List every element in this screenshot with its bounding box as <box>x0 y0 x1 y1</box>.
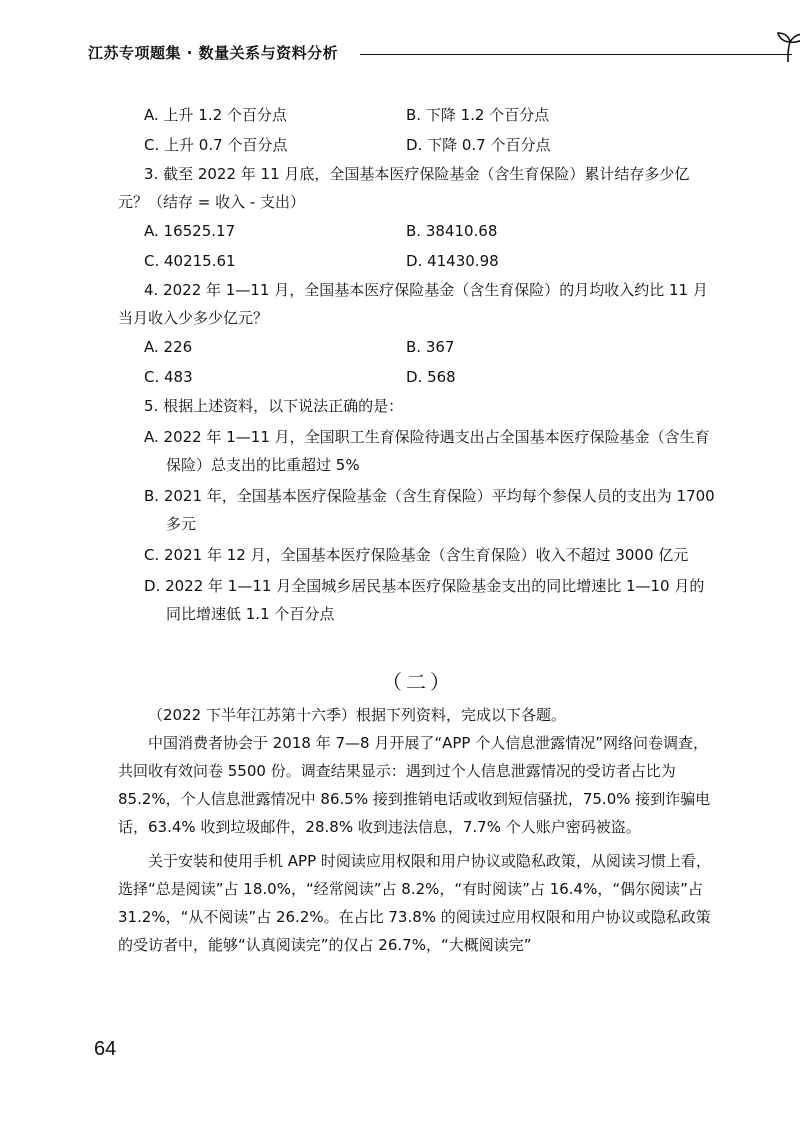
sprout-icon <box>774 30 800 64</box>
question-3: 3. 截至 2022 年 11 月底，全国基本医疗保险基金（含生育保险）累计结存多少亿元？（结存 = 收入 - 支出） <box>118 165 690 211</box>
q4-option-c: C. 483 <box>144 368 193 386</box>
q5-option-a: A. 2022 年 1—11 月，全国职工生育保险待遇支出占全国基本医疗保险基金（含生育保险）总支出的比重超过 5% <box>144 428 710 474</box>
q3-option-d: D. 41430.98 <box>406 252 499 270</box>
question-5: 5. 根据上述资料，以下说法正确的是： <box>144 397 404 415</box>
q2-option-a: A. 上升 1.2 个百分点 <box>144 106 287 124</box>
q5-option-c: C. 2021 年 12 月，全国基本医疗保险基金（含生育保险）收入不超过 3000 亿元 <box>144 546 689 564</box>
section-intro: （2022 下半年江苏第十六季）根据下列资料，完成以下各题。 <box>148 706 566 724</box>
page-number: 64 <box>94 1038 117 1060</box>
header-title: 江苏专项题集 · 数量关系与资料分析 <box>88 44 339 62</box>
q5-option-d: D. 2022 年 1—11 月全国城乡居民基本医疗保险基金支出的同比增速比 1—10 月的同比增速低 1.1 个百分点 <box>144 577 705 623</box>
section-title: （二） <box>382 670 454 694</box>
q3-option-b: B. 38410.68 <box>406 222 498 240</box>
page-header <box>88 30 728 66</box>
header-rule <box>360 54 792 55</box>
q3-option-a: A. 16525.17 <box>144 222 236 240</box>
q2-options-row-2 <box>118 130 718 160</box>
material-paragraph-1: 中国消费者协会于 2018 年 7—8 月开展了“APP 个人信息泄露情况”网络问卷调查，共回收有效问卷 5500 份。调查结果显示：遇到过个人信息泄露情况的受访者占比为 85.2%，个人信息泄露情况中 86.5% 接到推销电话或收到短信骚扰，75.0% 接到诈骗电话，63.4% 收到垃圾邮件，28.8% 收到违法信息，7.7% 个人账户密码被盗。 <box>118 734 711 836</box>
q4-options-row-1 <box>118 332 718 362</box>
question-4: 4. 2022 年 1—11 月，全国基本医疗保险基金（含生育保险）的月均收入约比 11 月当月收入少多少亿元？ <box>118 281 708 327</box>
q4-option-b: B. 367 <box>406 338 455 356</box>
q2-option-d: D. 下降 0.7 个百分点 <box>406 136 551 154</box>
page-body <box>118 100 718 959</box>
q4-option-d: D. 568 <box>406 368 456 386</box>
q2-option-b: B. 下降 1.2 个百分点 <box>406 106 550 124</box>
material-paragraph-2: 关于安装和使用手机 APP 时阅读应用权限和用户协议或隐私政策，从阅读习惯上看，选择“总是阅读”占 18.0%，“经常阅读”占 8.2%，“有时阅读”占 16.4%，“偶尔阅读”占 31.2%，“从不阅读”占 26.2%。在占比 73.8% 的阅读过应用权限和用户协议或隐私政策的受访者中，能够“认真阅读完”的仅占 26.7%，“大概阅读完” <box>118 852 711 954</box>
q3-options-row-2 <box>118 246 718 276</box>
q5-option-b: B. 2021 年，全国基本医疗保险基金（含生育保险）平均每个参保人员的支出为 1700 多元 <box>144 487 715 533</box>
q2-option-c: C. 上升 0.7 个百分点 <box>144 136 288 154</box>
q2-options-row-1 <box>118 100 718 130</box>
q4-options-row-2 <box>118 362 718 392</box>
q3-options-row-1 <box>118 216 718 246</box>
q4-option-a: A. 226 <box>144 338 193 356</box>
q3-option-c: C. 40215.61 <box>144 252 236 270</box>
